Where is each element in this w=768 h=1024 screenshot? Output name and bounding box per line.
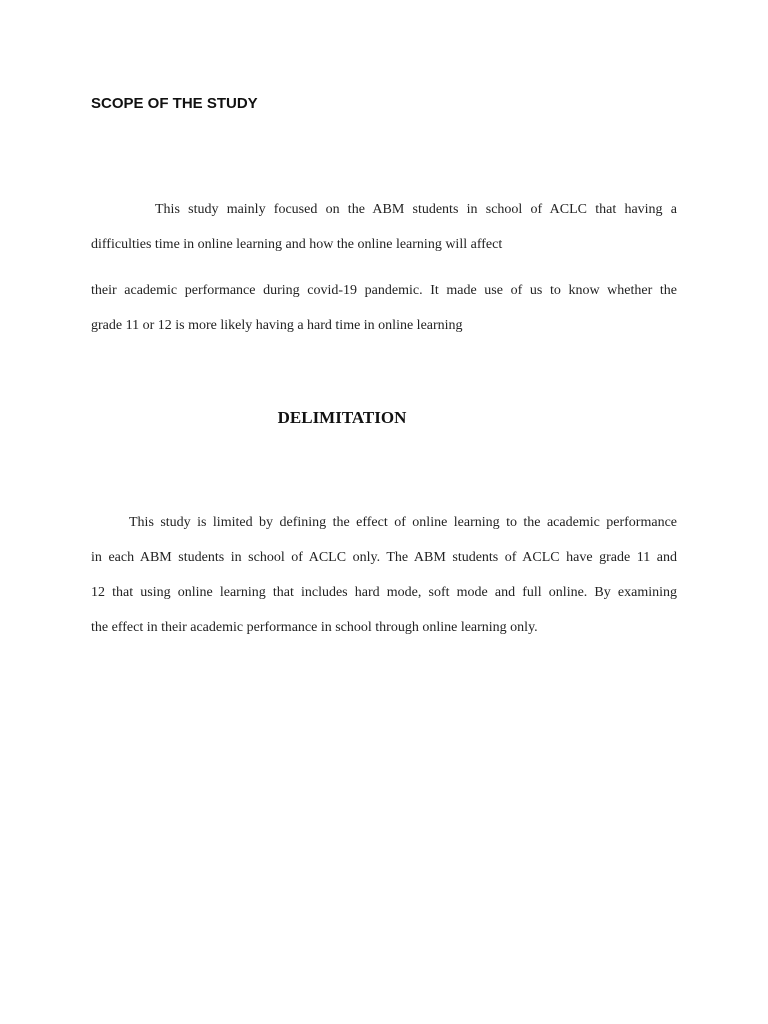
text-line: difficulties time in online learning and how the online learning will affect	[91, 237, 503, 252]
text-line: This study is limited by defining the effect of online learning to the academic performance	[129, 515, 677, 530]
text-line: in each ABM students in school of ACLC only. The ABM students of ACLC have grade 11 and	[91, 550, 677, 565]
text-line: the effect in their academic performance in school through online learning only.	[91, 620, 538, 635]
text-line: This study mainly focused on the ABM students in school of ACLC that having a	[155, 202, 677, 217]
scope-heading: SCOPE OF THE STUDY	[91, 95, 258, 112]
scope-paragraph-2	[91, 273, 677, 343]
text-line: their academic performance during covid-19 pandemic. It made use of us to know whether the	[91, 283, 677, 298]
delimitation-heading: DELIMITATION	[277, 408, 407, 427]
delimitation-paragraph	[91, 505, 677, 645]
scope-paragraph-1	[91, 192, 677, 262]
text-line: 12 that using online learning that includes hard mode, soft mode and full online. By examining	[91, 585, 677, 600]
text-line: grade 11 or 12 is more likely having a hard time in online learning	[91, 318, 463, 333]
